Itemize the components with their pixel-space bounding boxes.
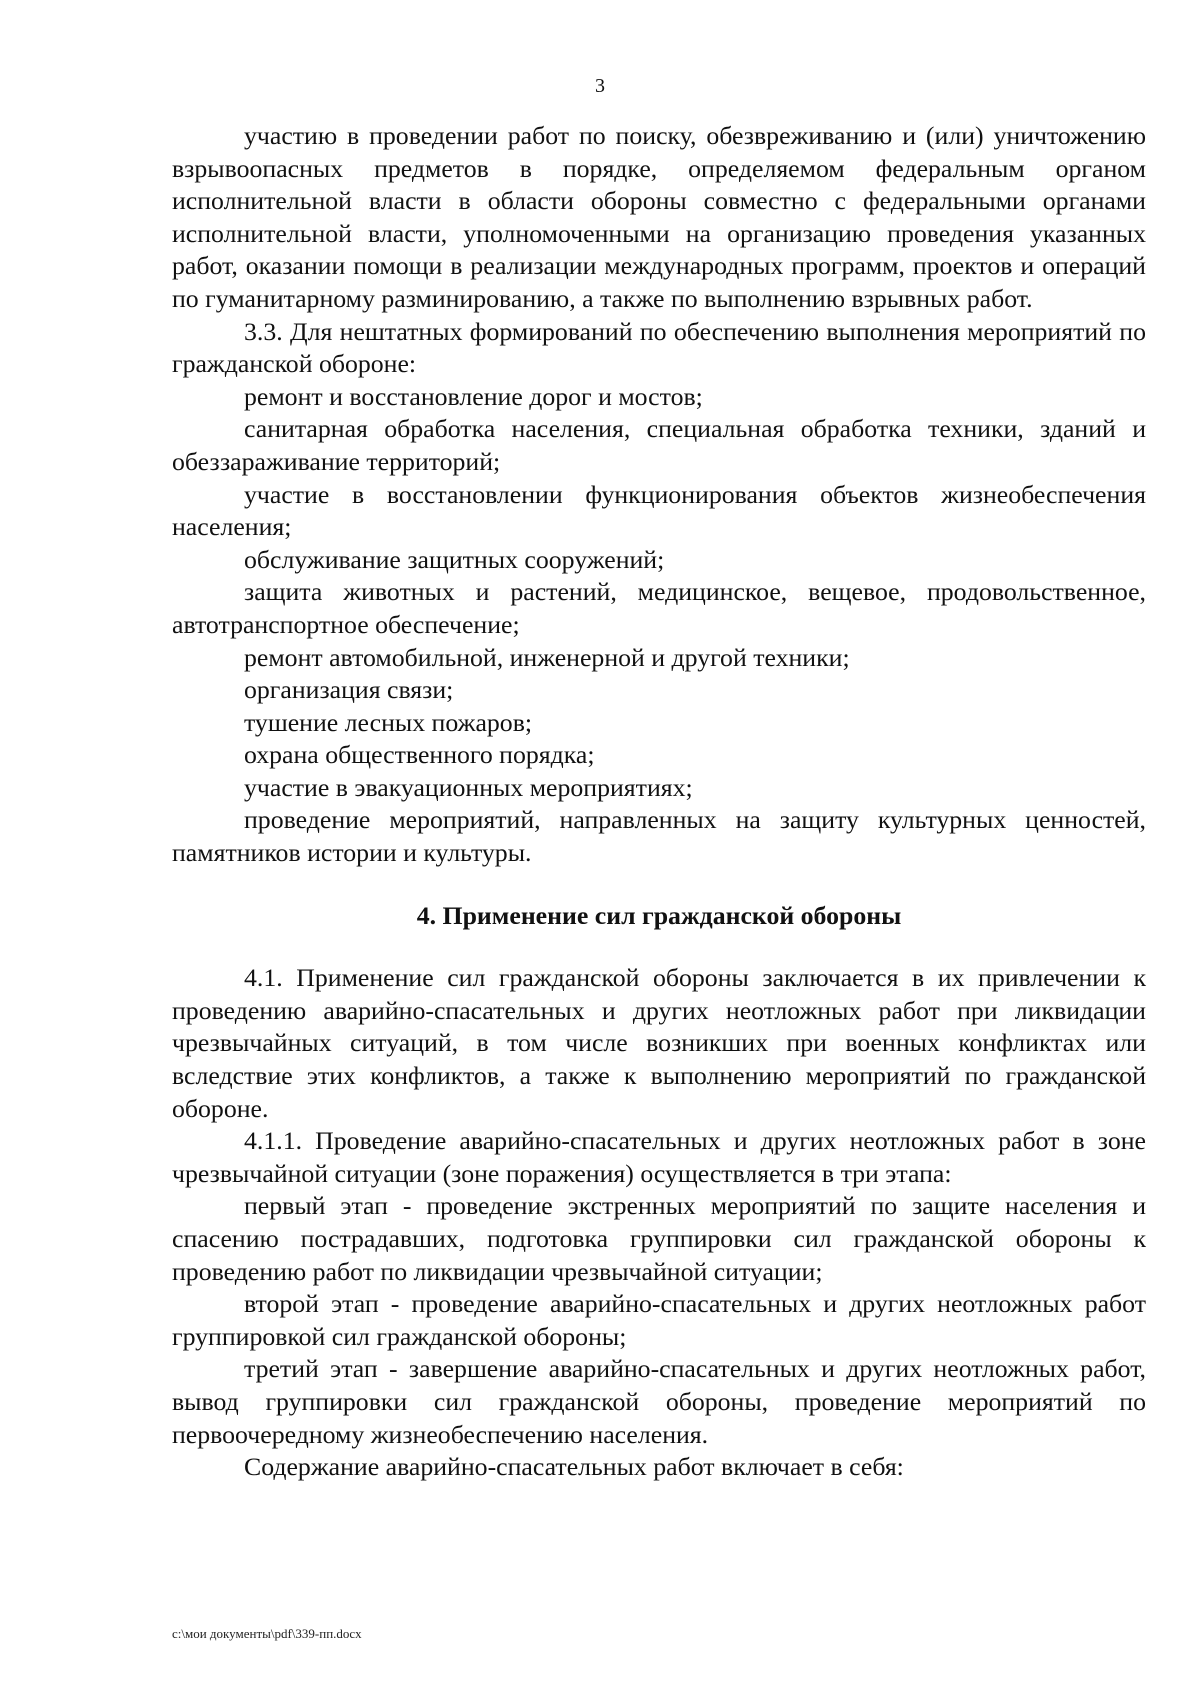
paragraph: 4.1. Применение сил гражданской обороны заключается в их привлечении к проведению аварийно-спасательных и других неотложных работ при ликвидации чрезвычайных ситуаций, в том числе возникших при военных конфликтах или вследствие этих конфликтов, а также к выполнению мероприятий по гражданской обороне. (172, 963, 1146, 1123)
list-item: участие в эвакуационных мероприятиях; (244, 772, 693, 802)
list-item: тушение лесных пожаров; (244, 707, 533, 737)
page-number: 3 (595, 75, 605, 97)
list-item: проведение мероприятий, направленных на защиту культурных ценностей, памятников истории и культуры. (172, 805, 1146, 868)
document-body (172, 120, 1146, 1484)
list-item: ремонт и восстановление дорог и мостов; (244, 381, 703, 411)
list-item: защита животных и растений, медицинское, вещевое, продовольственное, автотранспортное обеспечение; (172, 577, 1146, 639)
list-item: охрана общественного порядка; (244, 740, 595, 770)
footer-file-path: c:\мои документы\pdf\339-пп.docx (172, 1626, 362, 1641)
list-item: второй этап - проведение аварийно-спасательных и других неотложных работ группировкой сил гражданской обороны; (172, 1289, 1146, 1351)
section-heading: 4. Применение сил гражданской обороны (416, 900, 902, 930)
list-item: обслуживание защитных сооружений; (244, 544, 665, 574)
list-item: третий этап - завершение аварийно-спасательных и других неотложных работ, вывод группировки сил гражданской обороны, проведение мероприятий по первоочередному жизнеобеспечению населения. (172, 1354, 1146, 1449)
paragraph: 3.3. Для нештатных формирований по обеспечению выполнения мероприятий по гражданской обороне: (172, 316, 1146, 379)
list-item: первый этап - проведение экстренных мероприятий по защите населения и спасению пострадавших, подготовка группировки сил гражданской обороны к проведению работ по ликвидации чрезвычайной ситуации; (172, 1191, 1146, 1286)
paragraph: Содержание аварийно-спасательных работ включает в себя: (244, 1452, 904, 1482)
list-item: санитарная обработка населения, специальная обработка техники, зданий и обеззараживание территорий; (172, 414, 1146, 476)
list-item: организация связи; (244, 675, 454, 705)
list-item: ремонт автомобильной, инженерной и другой техники; (244, 642, 850, 672)
list-item: участие в восстановлении функционирования объектов жизнеобеспечения населения; (172, 479, 1146, 542)
paragraph: 4.1.1. Проведение аварийно-спасательных и других неотложных работ в зоне чрезвычайной ситуации (зоне поражения) осуществляется в три этапа: (172, 1126, 1146, 1188)
paragraph: участию в проведении работ по поиску, обезвреживанию и (или) уничтожению взрывоопасных предметов в порядке, определяемом федеральным органом исполнительной власти в области обороны совместно с федеральными органами исполнительной власти, уполномоченными на организацию проведения указанных работ, оказании помощи в реализации международных программ, проектов и операций по гуманитарному разминированию, а также по выполнению взрывных работ. (172, 121, 1146, 313)
